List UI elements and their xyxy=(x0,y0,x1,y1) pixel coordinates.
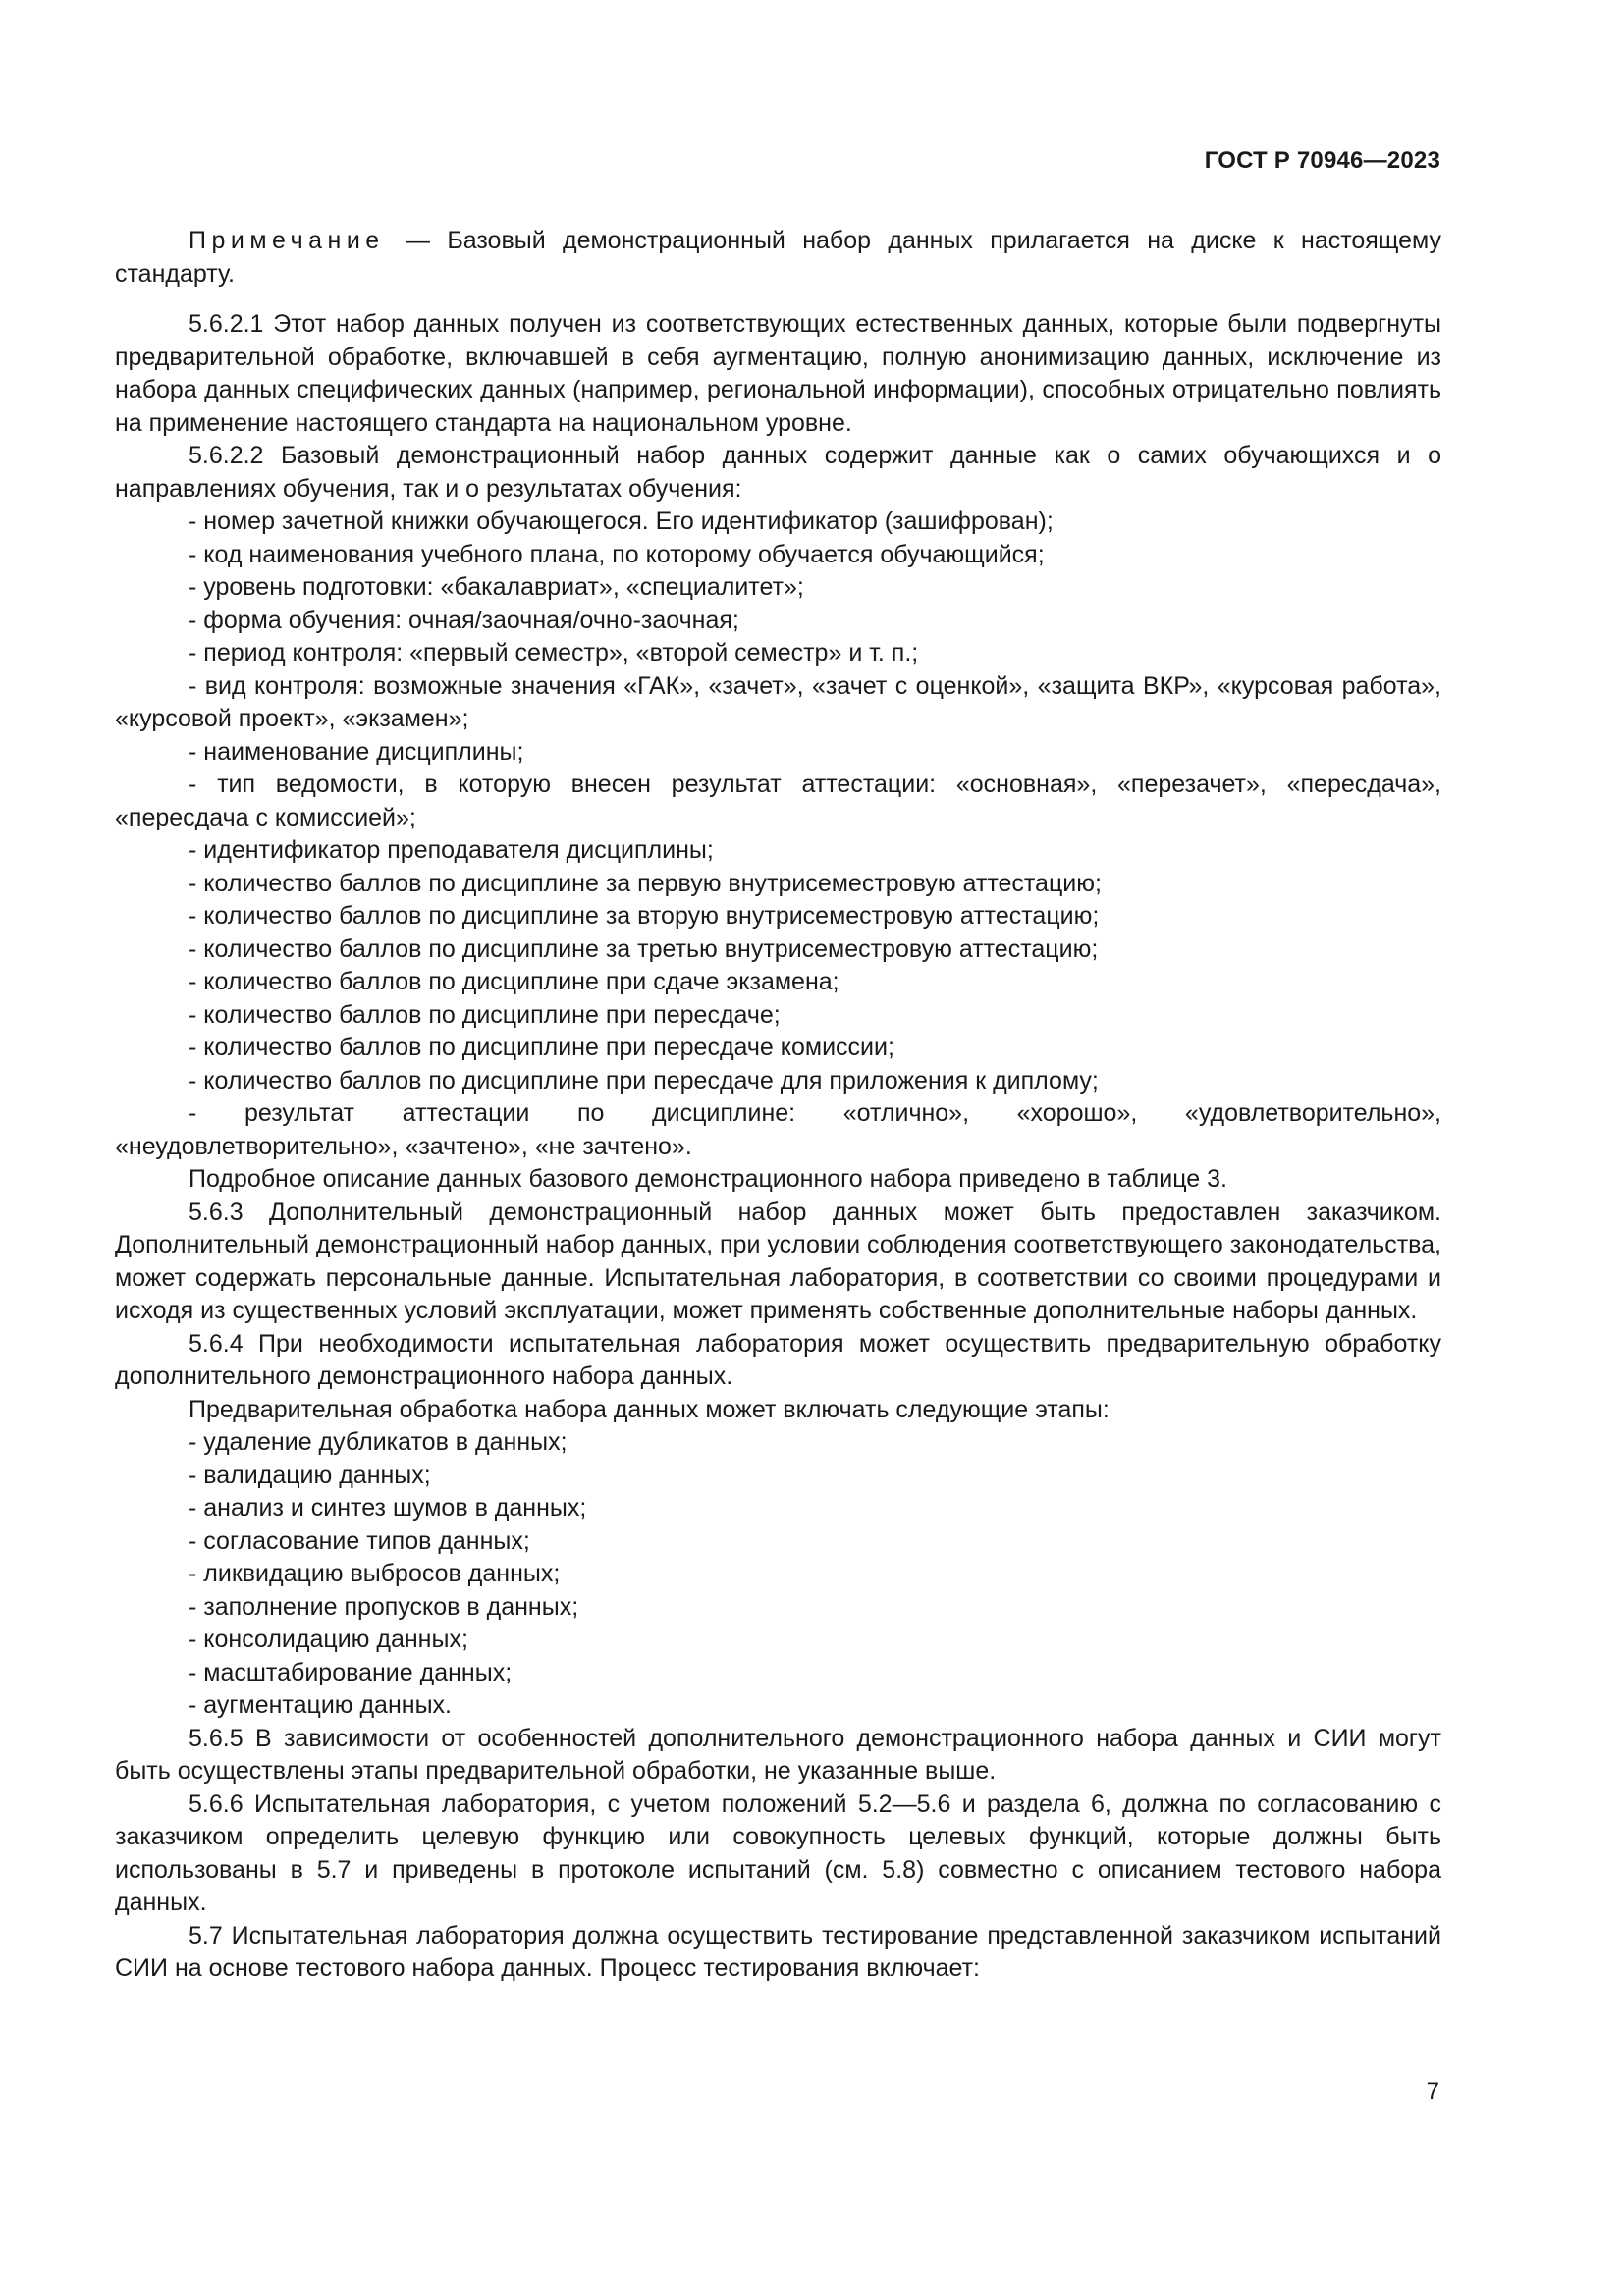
note-text: — Базовый демонстрационный набор данных прилагается на диске к настоящему стандарту. xyxy=(115,227,1441,288)
body-paragraph: 5.6.2.1 Этот набор данных получен из соответствующих естественных данных, которые были подвергнуты предварительной обработке, включавшей в себя аугментацию, полную анонимизацию данных, исключение из набора данных специфических данных (например, региональной информации), способных отрицательно повлиять на применение настоящего стандарта на национальном уровне. xyxy=(115,310,1441,437)
list-item: - результат аттестации по дисциплине: «отлично», «хорошо», «удовлетворительно», «неудовлетворительно», «зачтено», «не зачтено». xyxy=(115,1097,1441,1163)
list-item: - аугментацию данных. xyxy=(115,1689,1441,1723)
list-item: - период контроля: «первый семестр», «второй семестр» и т. п.; xyxy=(115,637,1441,670)
list-item: - заполнение пропусков в данных; xyxy=(115,1591,1441,1625)
list-item: - вид контроля: возможные значения «ГАК», «зачет», «зачет с оценкой», «защита ВКР», «курсовая работа», «курсовой проект», «экзамен»; xyxy=(115,670,1441,736)
note-paragraph xyxy=(115,225,1441,291)
list-item: - масштабирование данных; xyxy=(115,1657,1441,1690)
body-paragraph: Предварительная обработка набора данных может включать следующие этапы: xyxy=(189,1395,1110,1423)
body-paragraph: 5.6.4 При необходимости испытательная лаборатория может осуществить предварительную обработку дополнительного демонстрационного набора данных. xyxy=(115,1329,1441,1390)
body-paragraph: 5.7 Испытательная лаборатория должна осуществить тестирование представленной заказчиком испытаний СИИ на основе тестового набора данных. Процесс тестирования включает: xyxy=(115,1921,1441,1982)
list-item: - уровень подготовки: «бакалавриат», «специалитет»; xyxy=(115,571,1441,605)
body-paragraph: Подробное описание данных базового демонстрационного набора приведено в таблице 3. xyxy=(189,1165,1227,1193)
list-item: - количество баллов по дисциплине при пересдаче комиссии; xyxy=(115,1032,1441,1065)
body-paragraph: 5.6.2.2 Базовый демонстрационный набор данных содержит данные как о самих обучающихся и о направлениях обучения, так и о результатах обучения: xyxy=(115,442,1441,503)
list-item: - валидацию данных; xyxy=(115,1460,1441,1493)
list-item: - код наименования учебного плана, по которому обучается обучающийся; xyxy=(115,539,1441,572)
body-paragraph: 5.6.3 Дополнительный демонстрационный набор данных может быть предоставлен заказчиком. Дополнительный демонстрационный набор данных, при условии соблюдения соответствующего законодательства, может содержать персональные данные. Испытательная лаборатория, в соответствии со своими процедурами и исходя из существенных условий эксплуатации, может применять собственные дополнительные наборы данных. xyxy=(115,1198,1441,1324)
note-label: Примечание xyxy=(189,227,385,254)
list-item: - согласование типов данных; xyxy=(115,1525,1441,1559)
list-item: - удаление дубликатов в данных; xyxy=(115,1426,1441,1460)
list-item: - идентификатор преподавателя дисциплины; xyxy=(115,834,1441,868)
list-item: - тип ведомости, в которую внесен результат аттестации: «основная», «перезачет», «пересдача», «пересдача с комиссией»; xyxy=(115,769,1441,834)
list-item: - наименование дисциплины; xyxy=(115,736,1441,770)
document-body xyxy=(115,225,1441,1986)
list-item: - ликвидацию выбросов данных; xyxy=(115,1558,1441,1591)
list-item: - количество баллов по дисциплине при пересдаче; xyxy=(115,999,1441,1033)
body-paragraph: 5.6.6 Испытательная лаборатория, с учетом положений 5.2—5.6 и раздела 6, должна по согласованию с заказчиком определить целевую функцию или совокупность целевых функций, которые должны быть использованы в 5.7 и приведены в протоколе испытаний (см. 5.8) совместно с описанием тестового набора данных. xyxy=(115,1789,1441,1916)
body-paragraph: 5.6.5 В зависимости от особенностей дополнительного демонстрационного набора данных и СИИ могут быть осуществлены этапы предварительной обработки, не указанные выше. xyxy=(115,1724,1441,1785)
list-item: - форма обучения: очная/заочная/очно-заочная; xyxy=(115,605,1441,638)
list-item: - консолидацию данных; xyxy=(115,1624,1441,1657)
list-item: - количество баллов по дисциплине за вторую внутрисеместровую аттестацию; xyxy=(115,900,1441,934)
list-item: - количество баллов по дисциплине при сдаче экзамена; xyxy=(115,966,1441,999)
document-code-header: ГОСТ Р 70946—2023 xyxy=(1204,147,1440,174)
list-item: - количество баллов по дисциплине за первую внутрисеместровую аттестацию; xyxy=(115,868,1441,901)
list-item: - анализ и синтез шумов в данных; xyxy=(115,1492,1441,1525)
list-item: - номер зачетной книжки обучающегося. Его идентификатор (зашифрован); xyxy=(115,506,1441,539)
page-number: 7 xyxy=(1426,2078,1439,2105)
list-item: - количество баллов по дисциплине при пересдаче для приложения к диплому; xyxy=(115,1065,1441,1098)
list-item: - количество баллов по дисциплине за третью внутрисеместровую аттестацию; xyxy=(115,934,1441,967)
